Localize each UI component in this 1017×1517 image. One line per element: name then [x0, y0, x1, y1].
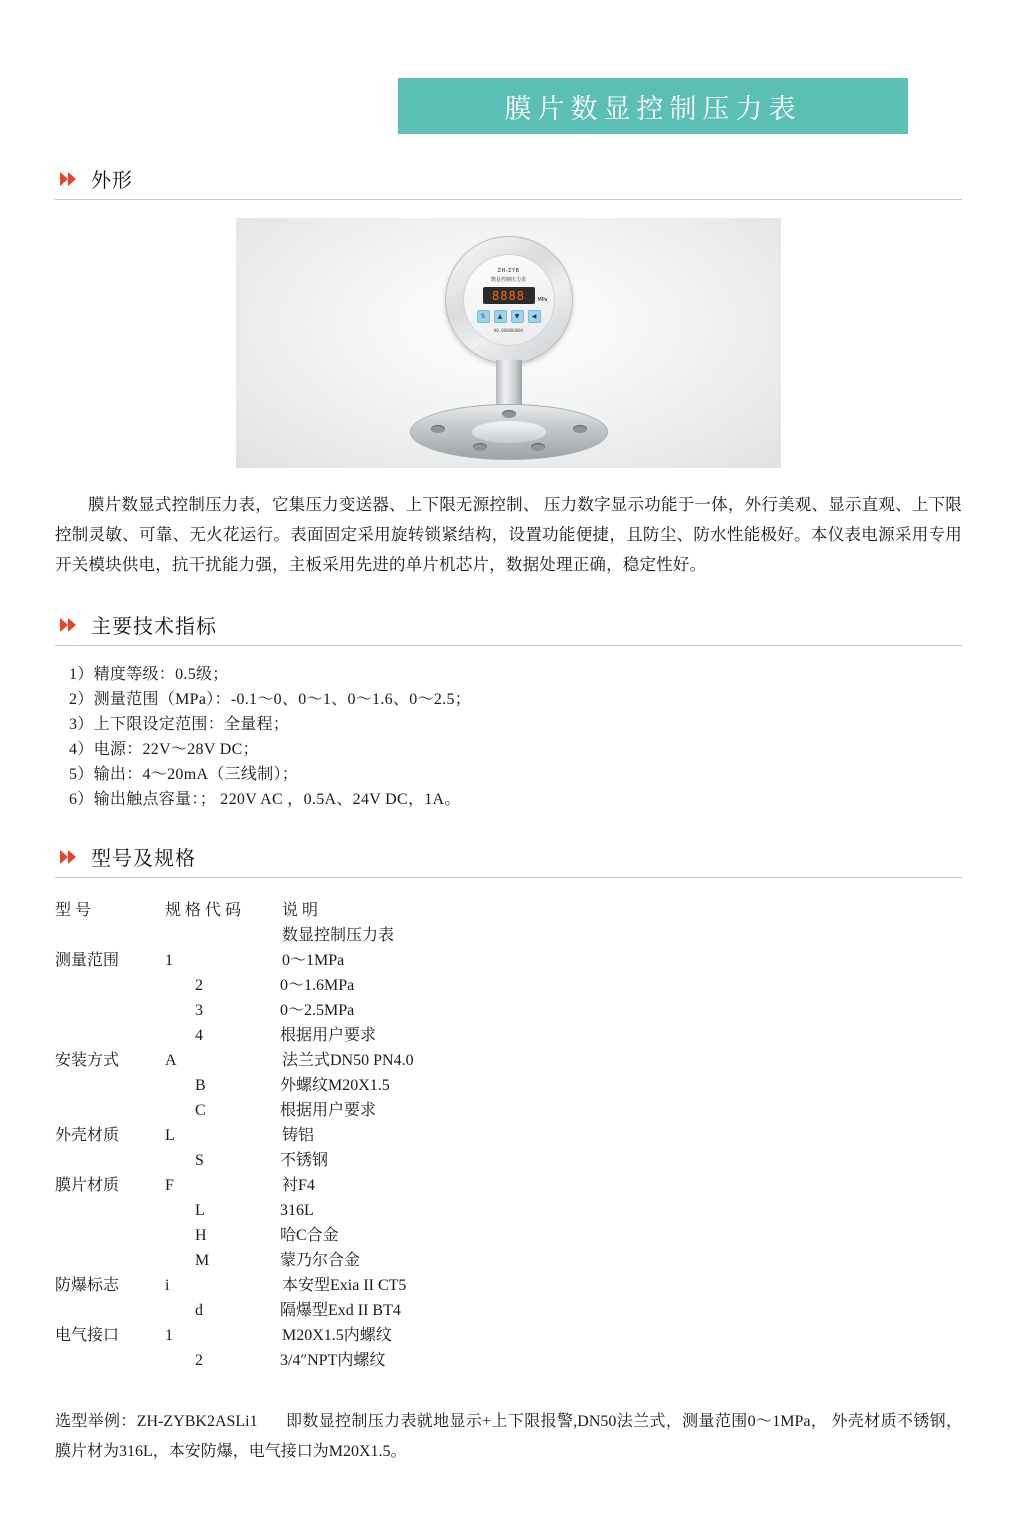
double-chevron-icon: [59, 169, 79, 189]
double-chevron-icon: [59, 615, 79, 635]
section-header-shape: [55, 164, 962, 200]
table-row: [55, 1323, 962, 1348]
table-row: [55, 1148, 962, 1173]
table-row: [55, 1023, 962, 1048]
gauge-keypad: [477, 310, 541, 323]
key-up: ▲: [494, 310, 507, 323]
gauge-stem: [496, 360, 522, 408]
model-spec-table: [55, 898, 962, 1373]
section-title-models: 型号及规格: [91, 848, 196, 870]
cell-desc: 哈C合金: [280, 1227, 339, 1244]
flange-bolt: [502, 410, 516, 418]
flange-bolt: [573, 425, 587, 433]
cell-code: 1: [165, 1327, 173, 1344]
cell-desc: 0～1.6MPa: [280, 977, 355, 994]
table-row: [55, 923, 962, 948]
gauge-model-label: 数显控制压力表: [490, 277, 526, 283]
table-row: [55, 1298, 962, 1323]
list-item: 1）精度等级：0.5级；: [69, 666, 229, 683]
column-header-name: 型 号: [55, 902, 92, 919]
key-down: ▼: [511, 310, 524, 323]
cell-desc: 0～2.5MPa: [280, 1002, 355, 1019]
product-figure-wrap: [55, 218, 962, 468]
table-row: [55, 948, 962, 973]
spec-list: [55, 662, 962, 812]
table-row: [55, 1048, 962, 1073]
cell-desc: 蒙乃尔合金: [280, 1252, 361, 1269]
cell-code: S: [195, 1152, 204, 1169]
cell-desc: 根据用户要求: [280, 1102, 377, 1119]
table-row: [55, 998, 962, 1023]
flange-hub: [472, 421, 546, 443]
cell-desc: M20X1.5内螺纹: [282, 1327, 392, 1344]
cell-code: L: [195, 1202, 205, 1219]
flange-bolt: [531, 443, 545, 451]
list-item: 5）输出：4～20mA（三线制）；: [69, 766, 299, 783]
cell-code: C: [195, 1102, 206, 1119]
cell-name: 外壳材质: [55, 1127, 120, 1144]
list-item: 4）电源：22V～28V DC；: [69, 741, 259, 758]
table-body: [55, 923, 962, 1373]
cell-code: H: [195, 1227, 207, 1244]
table-row: [55, 1273, 962, 1298]
list-item: 6）输出触点容量：； 220V AC ，0.5A、24V DC，1A。: [69, 791, 461, 808]
selection-example: [55, 1407, 962, 1467]
list-item: 3）上下限设定范围：全量程；: [69, 716, 290, 733]
list-item: 2）测量范围（MPa）：-0.1～0、0～1、0～1.6、0～2.5；: [69, 691, 472, 708]
cell-code: d: [195, 1302, 203, 1319]
key-s: S: [477, 310, 490, 323]
gauge-face: [463, 254, 555, 346]
cell-code: 2: [195, 1352, 203, 1369]
cell-code: A: [165, 1052, 177, 1069]
cell-code: F: [165, 1177, 174, 1194]
cell-desc: 本安型Exia II CT5: [282, 1277, 407, 1294]
table-header-row: [55, 898, 962, 923]
flange-bolt: [473, 443, 487, 451]
cell-name: 膜片材质: [55, 1177, 120, 1194]
table-row: [55, 1348, 962, 1373]
cell-name: 防爆标志: [55, 1277, 120, 1294]
cell-desc: 根据用户要求: [280, 1027, 377, 1044]
gauge-housing: [445, 236, 573, 364]
table-row: [55, 1173, 962, 1198]
column-header-desc: 说 明: [282, 902, 319, 919]
table-row: [55, 1248, 962, 1273]
table-row: [55, 1073, 962, 1098]
cell-code: 1: [165, 952, 173, 969]
cell-desc: 隔爆型Exd II BT4: [280, 1302, 401, 1319]
cell-desc: 数显控制压力表: [282, 927, 395, 944]
lcd-digits: 8888: [492, 288, 525, 303]
section-header-models: [55, 842, 962, 878]
cell-code: 4: [195, 1027, 203, 1044]
cell-desc: 衬F4: [282, 1177, 315, 1194]
cell-code: L: [165, 1127, 175, 1144]
double-chevron-icon: [59, 847, 79, 867]
gauge-flange: [410, 404, 608, 460]
table-row: [55, 1098, 962, 1123]
cell-name: 安装方式: [55, 1052, 120, 1069]
example-label: 选型举例：ZH-ZYBK2ASLi1: [55, 1413, 258, 1430]
intro-paragraph: 膜片数显式控制压力表，它集压力变送器、上下限无源控制、 压力数字显示功能于一体，外行美观、显示直观、上下限控制灵敏、可靠、无火花运行。表面固定采用旋转锁紧结构，设置功能便捷，且防尘、防水性能极好。本仪表电源采用专用开关模块供电，抗干扰能力强，主板采用先进的单片机芯片，数据处理正确，稳定性好。: [55, 495, 962, 574]
cell-desc: 0～1MPa: [282, 952, 345, 969]
cell-code: 3: [195, 1002, 203, 1019]
cell-desc: 3/4″NPT内螺纹: [280, 1352, 386, 1369]
table-row: [55, 1198, 962, 1223]
gauge-lcd-display: [483, 287, 548, 304]
document-page: [0, 78, 1017, 1517]
cell-desc: 铸铝: [282, 1127, 315, 1144]
cell-desc: 外螺纹M20X1.5: [280, 1077, 390, 1094]
cell-desc: 316L: [280, 1202, 314, 1219]
cell-name: 测量范围: [55, 952, 120, 969]
cell-desc: 不锈钢: [280, 1152, 329, 1169]
gauge-serial-label: NO.000000000: [494, 328, 523, 333]
lcd-unit-label: MPa: [537, 297, 548, 303]
product-photo: [236, 218, 781, 468]
cell-code: M: [195, 1252, 210, 1269]
section-title-shape: 外形: [91, 170, 133, 192]
example-text: 即数显控制压力表就地显示+上下限报警,DN50法兰式，测量范围0～1MPa， 外壳材质不锈钢，膜片材为316L，本安防爆，电气接口为M20X1.5。: [55, 1413, 962, 1460]
gauge-brand-label: ZH-ZYB: [497, 268, 520, 274]
cell-name: 电气接口: [55, 1327, 120, 1344]
column-header-code: 规 格 代 码: [165, 902, 242, 919]
section-header-specs: [55, 610, 962, 646]
cell-desc: 法兰式DN50 PN4.0: [282, 1052, 414, 1069]
table-row: [55, 1123, 962, 1148]
section-title-specs: 主要技术指标: [91, 616, 217, 638]
cell-code: 2: [195, 977, 203, 994]
page-title: 膜片数显控制压力表: [398, 78, 908, 134]
cell-code: B: [195, 1077, 206, 1094]
cell-code: i: [165, 1277, 170, 1294]
key-left: ◀: [528, 310, 541, 323]
table-row: [55, 1223, 962, 1248]
flange-bolt: [431, 425, 445, 433]
table-row: [55, 973, 962, 998]
